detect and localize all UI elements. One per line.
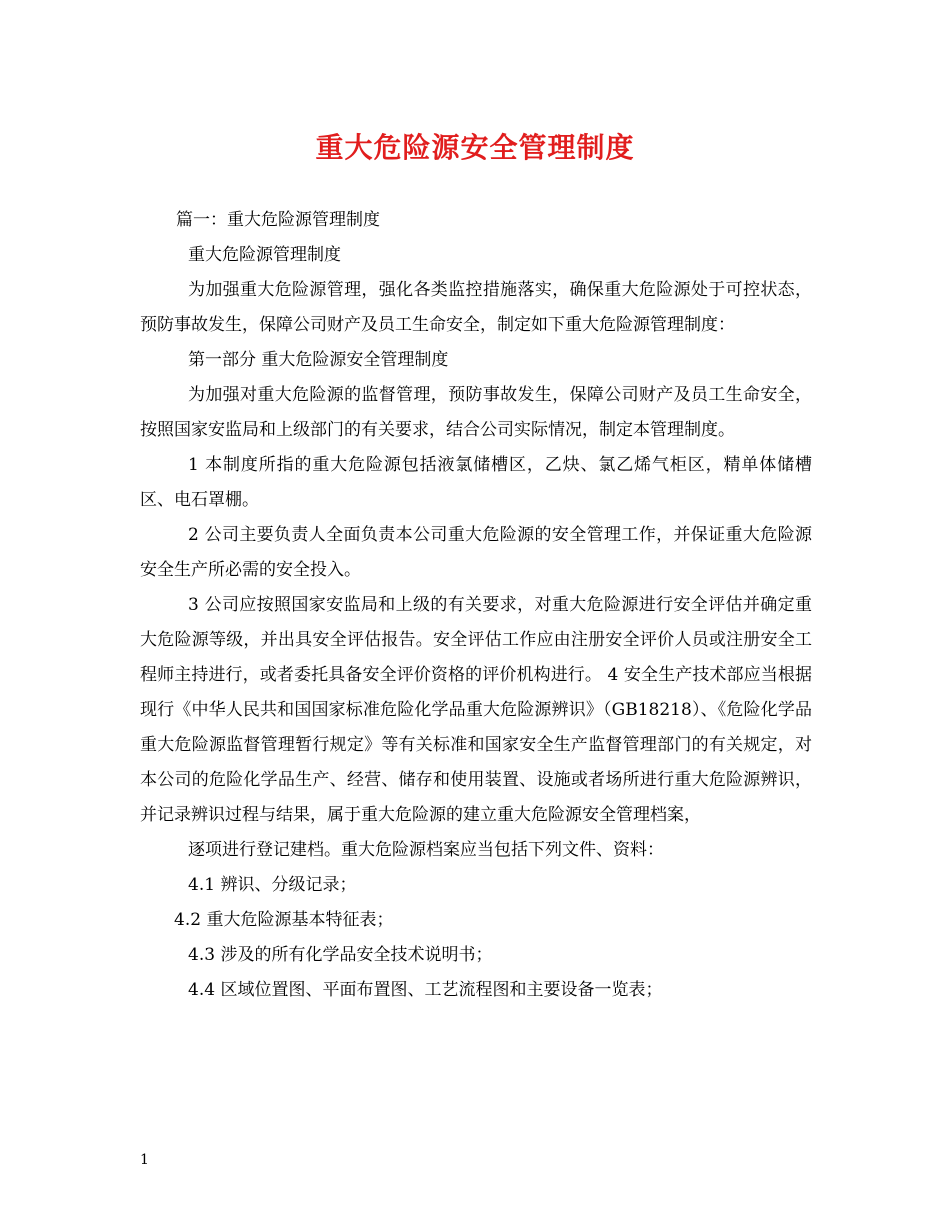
clause-3-4: 3 公司应按照国家安监局和上级的有关要求，对重大危险源进行安全评估并确定重大危险源等级，并出具安全评估报告。安全评估工作应由注册安全评价人员或注册安全工程师主持进行，或者委托具备安全评价资格的评价机构进行。 4 安全生产技术部应当根据现行《中华人民共和国国家标准危险化学品重大危险源辨识》（GB18218）、《危险化学品重大危险源监督管理暂行规定》等有关标准和国家安全生产监督管理部门的有关规定，对本公司的危险化学品生产、经营、储存和使用装置、设施或者场所进行重大危险源辨识，并记录辨识过程与结果，属于重大危险源的建立重大危险源安全管理档案， bbox=[140, 595, 812, 825]
paragraph: 为加强重大危险源管理，强化各类监控措施落实，确保重大危险源处于可控状态，预防事故发生，保障公司财产及员工生命安全，制定如下重大危险源管理制度： bbox=[140, 280, 812, 335]
document-title: 重大危险源安全管理制度 bbox=[315, 131, 635, 164]
clause-1: 1 本制度所指的重大危险源包括液氯储槽区，乙炔、氯乙烯气柜区，精单体储槽区、电石罩棚。 bbox=[140, 455, 812, 510]
page-number: 1 bbox=[140, 1152, 149, 1168]
paragraph: 逐项进行登记建档。重大危险源档案应当包括下列文件、资料： bbox=[188, 840, 664, 860]
clause-2: 2 公司主要负责人全面负责本公司重大危险源的安全管理工作，并保证重大危险源安全生产所必需的安全投入。 bbox=[140, 525, 812, 580]
list-item: 4.2 重大危险源基本特征表； bbox=[174, 910, 394, 930]
paragraph: 为加强对重大危险源的监督管理，预防事故发生，保障公司财产及员工生命安全，按照国家安监局和上级部门的有关要求，结合公司实际情况，制定本管理制度。 bbox=[140, 385, 812, 440]
list-item: 4.1 辨识、分级记录； bbox=[188, 875, 357, 895]
subsection-heading: 重大危险源管理制度 bbox=[188, 245, 341, 265]
document-body bbox=[140, 203, 812, 1008]
part-heading: 第一部分 重大危险源安全管理制度 bbox=[188, 350, 449, 370]
section-heading: 篇一：重大危险源管理制度 bbox=[176, 210, 380, 230]
list-item: 4.3 涉及的所有化学品安全技术说明书； bbox=[188, 945, 493, 965]
list-item: 4.4 区域位置图、平面布置图、工艺流程图和主要设备一览表； bbox=[188, 980, 663, 1000]
